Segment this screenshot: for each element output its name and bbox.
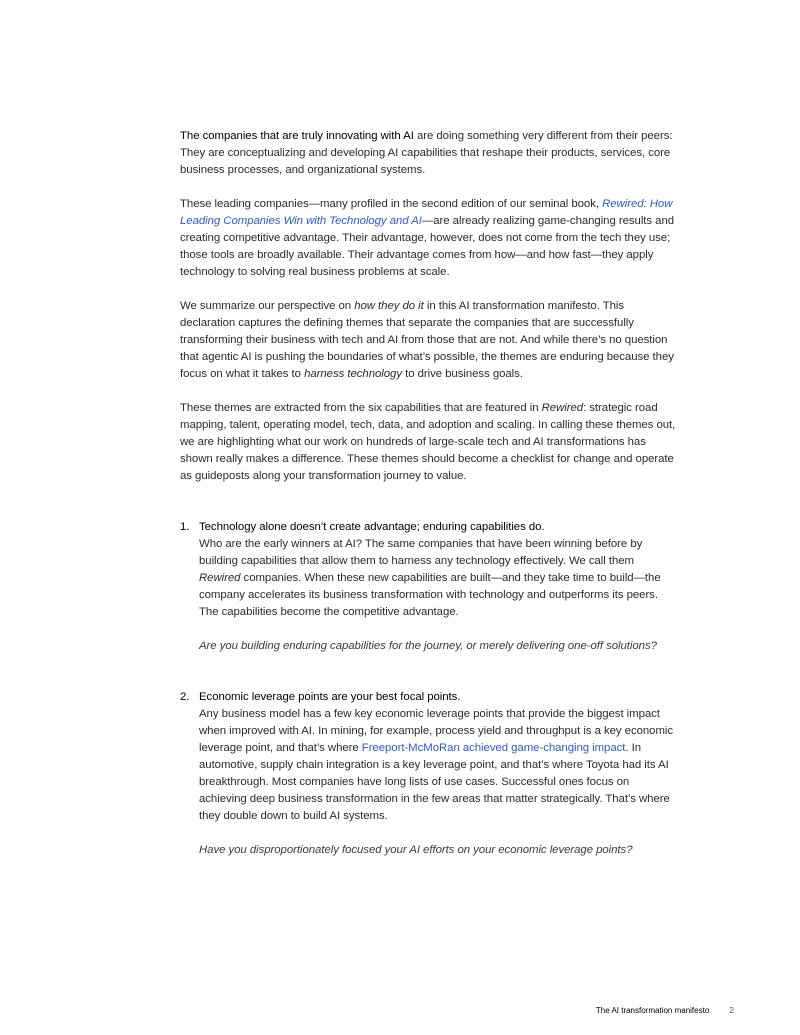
intro-paragraph-1: [180, 128, 678, 179]
intro-p4-start: These themes are extracted from the six capabilities that are featured in: [180, 402, 542, 414]
footer-title: The AI transformation manifesto: [595, 1006, 710, 1015]
intro-p3-mid: in this AI transformation manifesto. This declaration captures the defining themes that separate the companies that are successfully transforming their business with tech and AI from those that are not. And while there’s no question that agentic AI is pushing the boundaries of what’s possible, the themes are enduring because they focus on what it takes to: [180, 300, 674, 380]
intro-paragraph-2: [180, 196, 678, 281]
theme-question: Have you disproportionately focused your AI efforts on your economic leverage points?: [199, 844, 633, 856]
intro-p4-emphasis: Rewired: [541, 402, 584, 414]
rewired-book-title: Rewired: How Leading Companies Win with Technology and AI: [180, 198, 673, 227]
intro-p1-text: are doing something very different from their peers: They are conceptualizing and developing AI capabilities that reshape their products, services, core business processes, and organizational systems.: [180, 130, 673, 176]
intro-lead: The companies that are truly innovating with AI: [180, 130, 414, 142]
theme-body-start: Who are the early winners at AI? The same companies that have been winning before by building capabilities that allow them to harness any technology effectively. We call them: [199, 538, 643, 567]
intro-p4-rest: : strategic road mapping, talent, operating model, tech, data, and adoption and scaling. In calling these themes out, we are highlighting what our work on hundreds of large-scale tech and AI transformations has shown really makes a difference. These themes should become a checklist for change and operate as guideposts along your transformation journey to value.: [180, 402, 676, 482]
intro-paragraph-3: [180, 298, 678, 383]
theme-body-rest: . In automotive, supply chain integration is a key leverage point, and that’s where Toyota had its AI breakthrough. Most companies have long lists of use cases. Successful ones focus on achieving deep business transformation in the few areas that matter strategically. That’s where they double down to build AI systems.: [199, 742, 670, 822]
intro-p3-end: to drive business goals.: [401, 368, 523, 380]
theme-body-rest: companies. When these new capabilities are built—and they take time to build—the company accelerates its business transformation with technology and outperforms its peers. The capabilities become the competitive advantage.: [199, 572, 661, 618]
intro-p2-start: These leading companies—many profiled in the second edition of our seminal book,: [180, 198, 603, 210]
page-number: 2: [729, 1005, 734, 1015]
theme-item-1: [180, 519, 678, 655]
intro-paragraph-4: [180, 400, 678, 485]
themes-list: [180, 519, 678, 859]
theme-number: 1.: [180, 521, 190, 533]
theme-number: 2.: [180, 691, 190, 703]
page-footer: [596, 1005, 734, 1015]
document-body: [180, 128, 678, 893]
theme-body-start: Any business model has a few key economic leverage points that provide the biggest impact when improved with AI. In mining, for example, process yield and throughput is a key economic leverage point, and that’s where: [199, 708, 674, 754]
intro-p3-start: We summarize our perspective on: [180, 300, 355, 312]
intro-p3-emphasis-1: how they do it: [354, 300, 424, 312]
theme-heading: Technology alone doesn’t create advantage; enduring capabilities do.: [199, 521, 545, 533]
theme-body: [199, 706, 678, 825]
intro-p3-emphasis-2: harness technology: [304, 368, 402, 380]
theme-body: [199, 536, 678, 621]
freeport-mcmoran-link[interactable]: Freeport-McMoRan achieved game-changing impact: [361, 742, 626, 754]
theme-question: Are you building enduring capabilities for the journey, or merely delivering one-off solutions?: [199, 640, 657, 652]
theme-item-2: [180, 689, 678, 859]
intro-p2-rest: —are already realizing game-changing results and creating competitive advantage. Their advantage, however, does not come from the tech they use; those tools are broadly available. Their advantage comes from how—and how fast—they apply technology to solving real business problems at scale.: [180, 215, 675, 278]
theme-heading: Economic leverage points are your best focal points.: [199, 691, 461, 703]
theme-body-emphasis: Rewired: [199, 572, 241, 584]
